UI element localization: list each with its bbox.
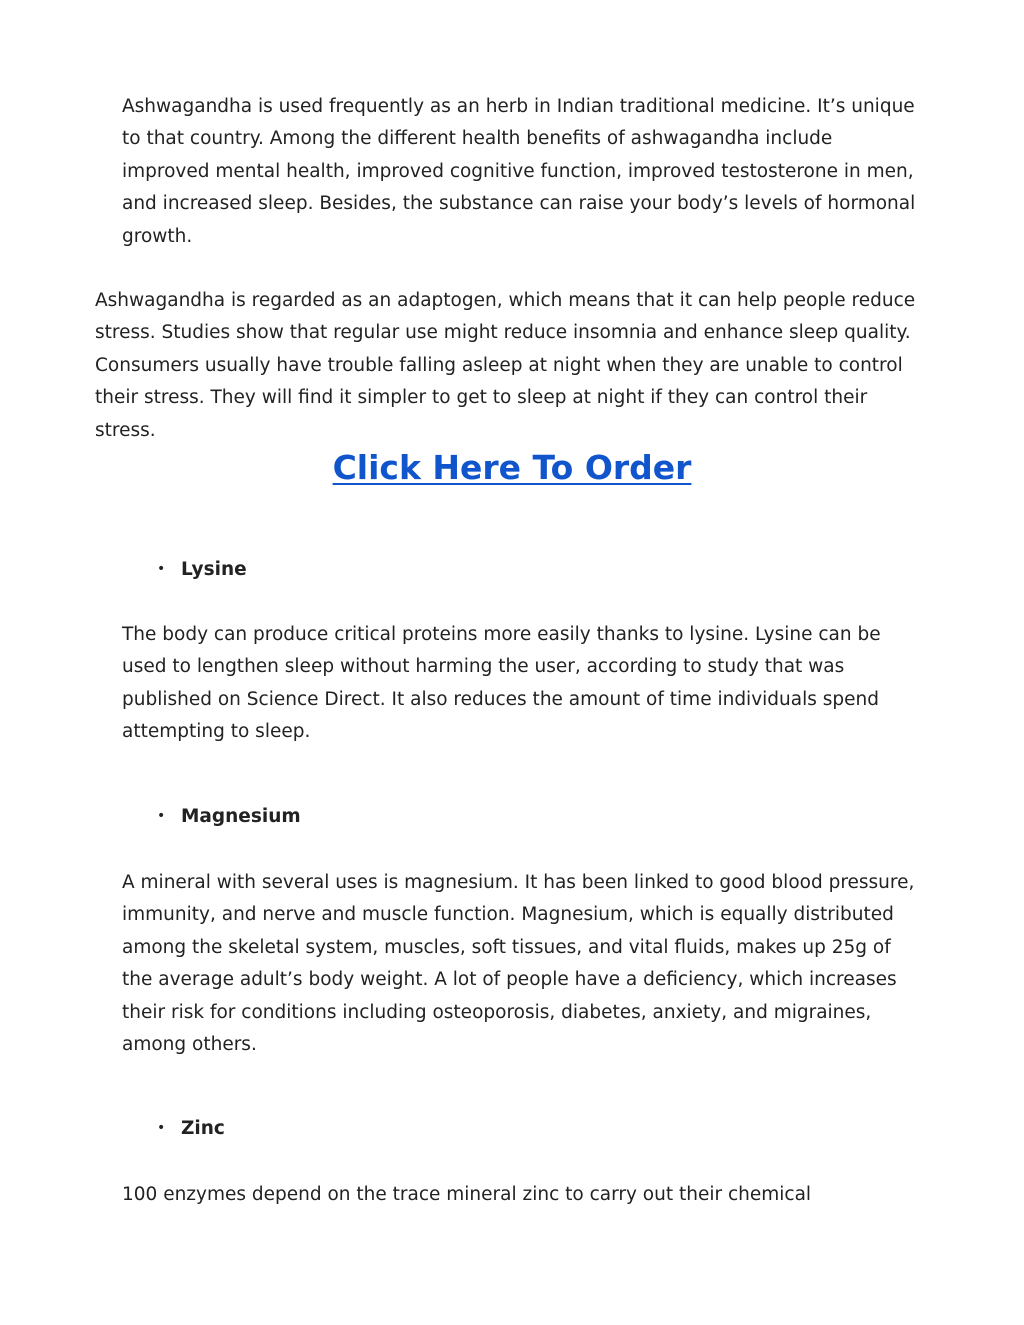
ashwagandha-adaptogen-paragraph: Ashwagandha is regarded as an adaptogen, which means that it can help people reduce stress. Studies show that regular use might reduce insomnia and enhance sleep quality. Consumers usually have trouble falling asleep at night when they are unable to control their stress. They will find it simpler to get to sleep at night if they can control their stress. — [95, 290, 916, 441]
bullet-item-zinc — [157, 1113, 225, 1143]
bullet-label-zinc: Zinc — [181, 1117, 225, 1139]
click-here-to-order-link[interactable]: Click Here To Order — [332, 448, 692, 487]
bullet-item-lysine — [157, 554, 247, 584]
bullet-label-magnesium: Magnesium — [181, 805, 301, 827]
zinc-paragraph: 100 enzymes depend on the trace mineral zinc to carry out their chemical — [122, 1184, 812, 1205]
bullet-icon: • — [157, 808, 166, 824]
ashwagandha-intro-paragraph: Ashwagandha is used frequently as an herb in Indian traditional medicine. It’s unique to that country. Among the different health benefits of ashwagandha include improved mental health, improved cognitive function, improved testosterone in men, and increased sleep. Besides, the substance can raise your body’s levels of hormonal growth. — [122, 96, 916, 247]
bullet-icon: • — [157, 561, 166, 577]
bullet-icon: • — [157, 1120, 166, 1136]
lysine-paragraph: The body can produce critical proteins more easily thanks to lysine. Lysine can be used to lengthen sleep without harming the user, according to study that was published on Science Direct. It also reduces the amount of time individuals spend attempting to sleep. — [122, 624, 881, 743]
order-link-container — [0, 448, 1024, 487]
magnesium-paragraph: A mineral with several uses is magnesium. It has been linked to good blood pressure, immunity, and nerve and muscle function. Magnesium, which is equally distributed among the skeletal system, muscles, soft tissues, and vital fluids, makes up 25g of the average adult’s body weight. A lot of people have a deficiency, which increases their risk for conditions including osteoporosis, diabetes, anxiety, and migraines, among others. — [122, 872, 915, 1056]
bullet-item-magnesium — [157, 801, 301, 831]
bullet-label-lysine: Lysine — [181, 558, 247, 580]
